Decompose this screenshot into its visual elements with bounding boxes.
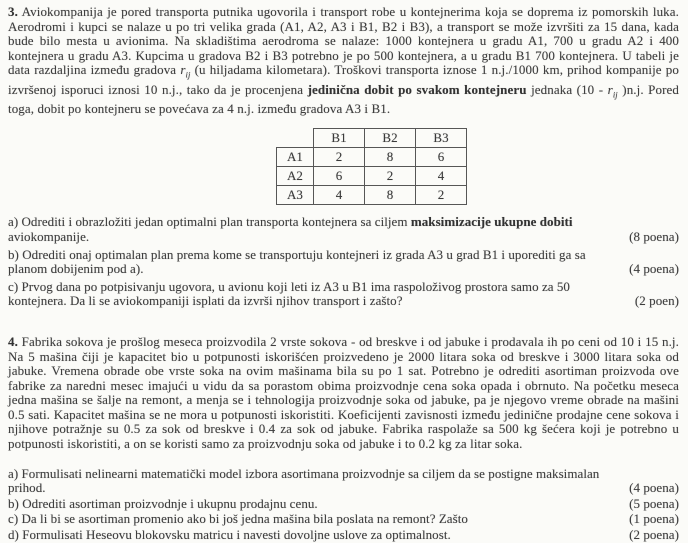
table-header-b3: B3 — [416, 129, 467, 148]
question-3c-points: (2 poen) — [634, 293, 679, 309]
r-ij-symbol — [180, 62, 191, 80]
question-4c-text: c) Da li bi se asortiman promenio ako bi još jedna mašina bila poslata na remont? Zašto — [8, 511, 468, 527]
cell-a2-b1: 6 — [314, 167, 365, 186]
problem-3-text-4: )n.j. Pored toga, dobit po kontejneru se povećava za 4 n.j. između gradova A3 i B1. — [8, 81, 680, 116]
question-4b-points: (5 poena) — [629, 495, 679, 511]
r-ij-symbol — [607, 81, 618, 100]
r-subscript: ij — [612, 89, 618, 100]
question-4c — [8, 512, 679, 527]
cell-a2-b3: 4 — [416, 167, 467, 186]
table-row — [277, 186, 467, 205]
distance-table — [276, 128, 467, 205]
problem-3-statement — [8, 5, 679, 116]
table-row — [277, 167, 467, 186]
table-corner-cell — [277, 129, 314, 148]
question-4d-text: d) Formulisati Heseovu blokovsku matricu i navesti dovoljne uslove za optimalnost. — [8, 527, 451, 543]
problem-3-text-3: jednaka (10 - — [531, 81, 604, 97]
distance-table-container — [276, 128, 679, 205]
cell-a3-b3: 2 — [416, 186, 467, 205]
question-4d — [8, 528, 679, 543]
question-4d-points: (2 poena) — [629, 527, 679, 543]
cell-a3-b1: 4 — [314, 186, 365, 205]
cell-a1-b3: 6 — [416, 148, 467, 167]
table-header-row — [277, 129, 467, 148]
question-3c — [8, 280, 679, 309]
row-label-a2: A2 — [277, 167, 314, 186]
problem-3-text-1: Aviokompanija je pored transporta putnika ugovorila i transport robe u kontejnerima koja se doprema iz pomorskih luka. Aerodromi i kupci se nalaze u po tri velika grada (A1, A2, A3 i B1, B2 i B3), a transport se može izvršiti za 15 dana, kada bude bilo mesta u avionima. Na skladištima aerodroma se nalaze: 1000 kontejnera u gradu A1, 700 u gradu A2 i 400 kontejnera u gradu A3. Kupcima u gradova B2 i B3 potrebno je po 500 kontejnera, a u gradu B1 700 kontejnera. U tabeli je data razdaljina između gradova — [8, 4, 679, 78]
question-4b — [8, 497, 679, 512]
question-3a-text — [8, 215, 619, 244]
question-4b-text: b) Odrediti asortiman proizvodnje i ukupnu prodajnu cenu. — [8, 495, 318, 511]
cell-a2-b2: 2 — [365, 167, 416, 186]
cell-a3-b2: 8 — [365, 186, 416, 205]
problem-3-text-2: (u hiljadama kilometara). Troškovi transporta iznose 1 n.j./1000 km, prihod kompanije po izvršenoj isporuci iznosi 10 n.j., tako da je procenjena — [8, 62, 679, 97]
problem-3-number: 3. — [8, 4, 18, 19]
cell-a1-b2: 8 — [365, 148, 416, 167]
question-3b-text: b) Odrediti onaj optimalan plan prema kome se transportuju kontejneri iz grada A3 u grad B1 i uporediti ga sa planom dobijenim pod a). — [8, 246, 586, 277]
question-3c-text: c) Prvog dana po potpisivanju ugovora, u avionu koji leti iz A3 u B1 ima raspoloživog prostora samo za 50 kontejnera. Da li se aviokompaniji isplati da izvrši njihov transport i zašto? — [8, 278, 570, 309]
question-3a-post: aviokompanije. — [8, 228, 90, 244]
problem-3-questions — [8, 215, 679, 309]
question-4a — [8, 467, 679, 496]
problem-4-statement — [8, 335, 679, 452]
table-header-b1: B1 — [314, 129, 365, 148]
problem-4-questions — [8, 467, 679, 543]
problem-4-text: Fabrika sokova je prošlog meseca proizvodila 2 vrste sokova - od breskve i od jabuke i prodavala ih po ceni od 10 i 15 n.j. Na 5 mašina čiji je kapacitet bio u potpunosti iskorišćen proizvedeno je 2000 litara soka od breskve i 3000 litara soka od jabuke. Vremena obrade obe vrste soka na ovim mašinama bila su po 1 sat. Potrebno je odrediti asortiman proizvoda ove fabrike za naredni mesec imajući u vidu da sa porastom obima proizvodnje cena soka opada i obrnuto. Na početku meseca jedna mašina se šalje na remont, a menja se i tehnologija proizvodnje soka od jabuke, pa je njegovo vreme obrade na mašini 0.5 sati. Kapacitet mašina se ne mora u potpunosti iskoristiti. Koeficijenti zavisnosti između jedinične prodajne cene sokova i njihove potražnje su 0.5 za sok od breskve i 0.4 za sok od jabuke. Fabrika raspolaže sa 500 kg šećera koji je potrebno u potpunosti iskoristiti, a on se koristi samo za proizvodnju soka od jabuke i to 0.2 kg za litar soka. — [8, 333, 679, 452]
question-4a-text: a) Formulisati nelinearni matematički model izbora asortimana proizvodnje sa ciljem da se postigne maksimalan prihod. — [8, 465, 600, 496]
row-label-a1: A1 — [277, 148, 314, 167]
question-3a-pre: a) Odrediti i obrazložiti jedan optimalni plan transporta kontejnera sa ciljem — [8, 214, 408, 230]
table-row — [277, 148, 467, 167]
r-symbol: r — [607, 81, 613, 97]
r-subscript: ij — [185, 69, 191, 80]
question-3b — [8, 248, 679, 277]
question-4a-points: (4 poena) — [629, 480, 679, 496]
problem-3-bold-phrase: jedinična dobit po svakom kontejneru — [307, 81, 527, 97]
cell-a1-b1: 2 — [314, 148, 365, 167]
question-3a-points: (8 poena) — [629, 228, 679, 244]
table-header-b2: B2 — [365, 129, 416, 148]
question-3b-points: (4 poena) — [629, 261, 679, 277]
problem-4-number: 4. — [8, 333, 18, 349]
question-3a — [8, 215, 679, 244]
question-4c-points: (1 poena) — [629, 511, 679, 527]
question-3a-bold: maksimizacije ukupne dobiti — [410, 214, 573, 230]
row-label-a3: A3 — [277, 186, 314, 205]
r-symbol: r — [180, 62, 186, 78]
